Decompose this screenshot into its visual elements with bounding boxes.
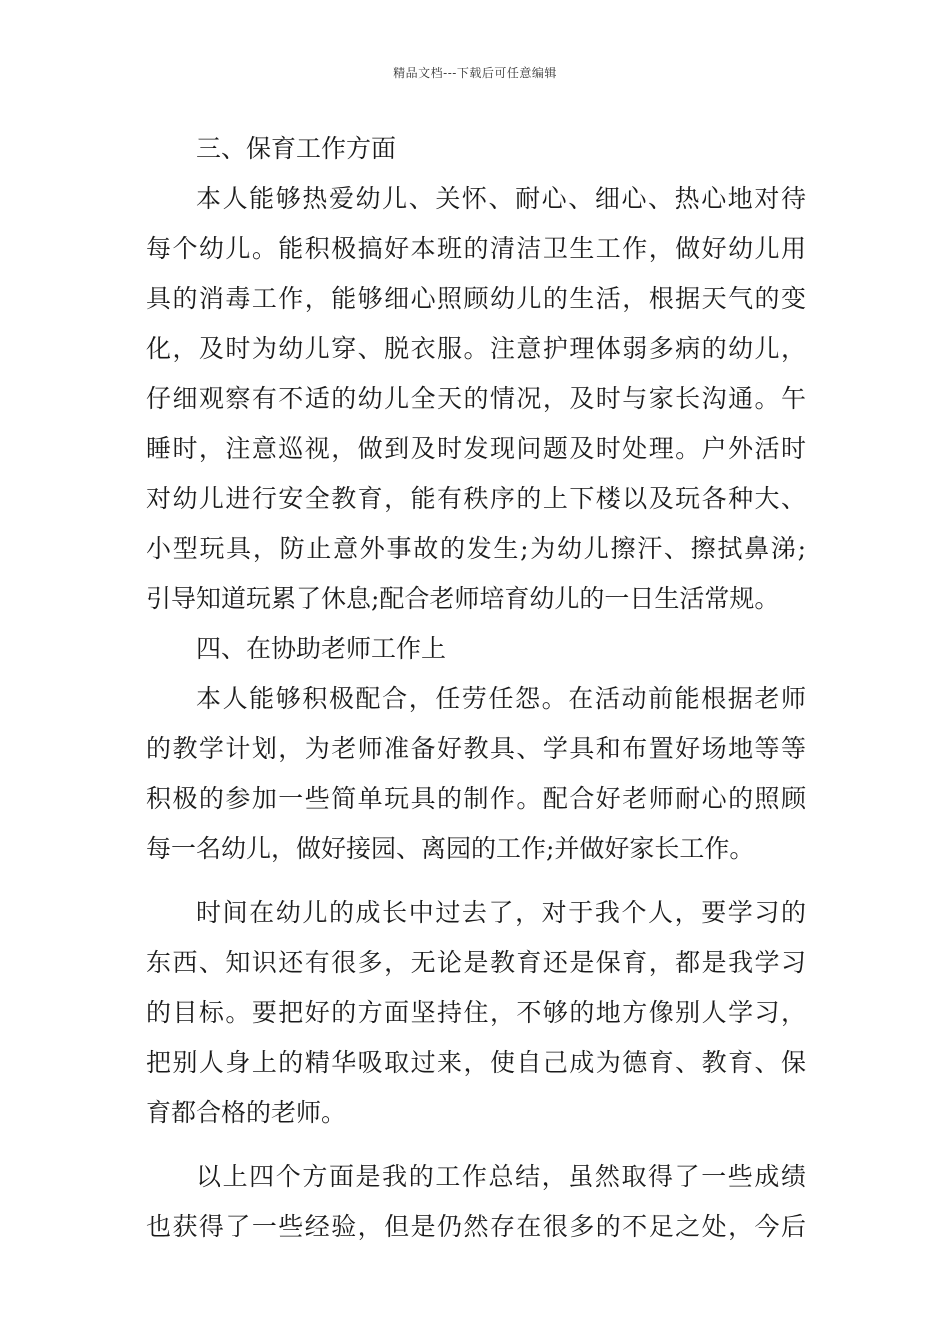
paragraph-line: 的教学计划，为老师准备好教具、学具和布置好场地等等 xyxy=(146,734,806,763)
paragraph-spacer xyxy=(146,874,806,888)
page-header-watermark: 精品文档---下载后可任意编辑 xyxy=(393,66,557,80)
paragraph-line: 每一名幼儿，做好接园、离园的工作;并做好家长工作。 xyxy=(146,834,755,863)
paragraph-line: 睡时，注意巡视，做到及时发现问题及时处理。户外活时 xyxy=(146,434,806,463)
paragraph-line: 时间在幼儿的成长中过去了，对于我个人，要学习的 xyxy=(196,898,806,927)
paragraph-line: 东西、知识还有很多，无论是教育还是保育，都是我学习 xyxy=(146,948,806,977)
paragraph-line: 小型玩具，防止意外事故的发生;为幼儿擦汗、擦拭鼻涕; xyxy=(146,534,806,563)
paragraph-line: 化，及时为幼儿穿、脱衣服。注意护理体弱多病的幼儿， xyxy=(146,334,806,363)
paragraph-line: 积极的参加一些简单玩具的制作。配合好老师耐心的照顾 xyxy=(146,784,806,813)
paragraph-line: 也获得了一些经验，但是仍然存在很多的不足之处，今后 xyxy=(146,1212,806,1241)
paragraph-line: 引导知道玩累了休息;配合老师培育幼儿的一日生活常规。 xyxy=(146,584,780,613)
document-body xyxy=(146,124,806,1252)
paragraph-line: 本人能够积极配合，任劳任怨。在活动前能根据老师 xyxy=(196,684,806,713)
paragraph-spacer xyxy=(146,1138,806,1152)
paragraph-line: 具的消毒工作，能够细心照顾幼儿的生活，根据天气的变 xyxy=(146,284,806,313)
paragraph-line: 本人能够热爱幼儿、关怀、耐心、细心、热心地对待 xyxy=(196,184,806,213)
paragraph-line: 每个幼儿。能积极搞好本班的清洁卫生工作，做好幼儿用 xyxy=(146,234,806,263)
paragraph-line: 对幼儿进行安全教育，能有秩序的上下楼以及玩各种大、 xyxy=(146,484,806,513)
paragraph-line: 育都合格的老师。 xyxy=(146,1098,347,1127)
paragraph-line: 的目标。要把好的方面坚持住，不够的地方像别人学习， xyxy=(146,998,806,1027)
paragraph-line: 仔细观察有不适的幼儿全天的情况，及时与家长沟通。午 xyxy=(146,384,806,413)
section-heading-care-work: 三、保育工作方面 xyxy=(196,134,397,163)
paragraph-line: 以上四个方面是我的工作总结，虽然取得了一些成绩 xyxy=(196,1162,806,1191)
section-heading-assist-teacher: 四、在协助老师工作上 xyxy=(196,634,447,663)
paragraph-line: 把别人身上的精华吸取过来，使自己成为德育、教育、保 xyxy=(146,1048,806,1077)
